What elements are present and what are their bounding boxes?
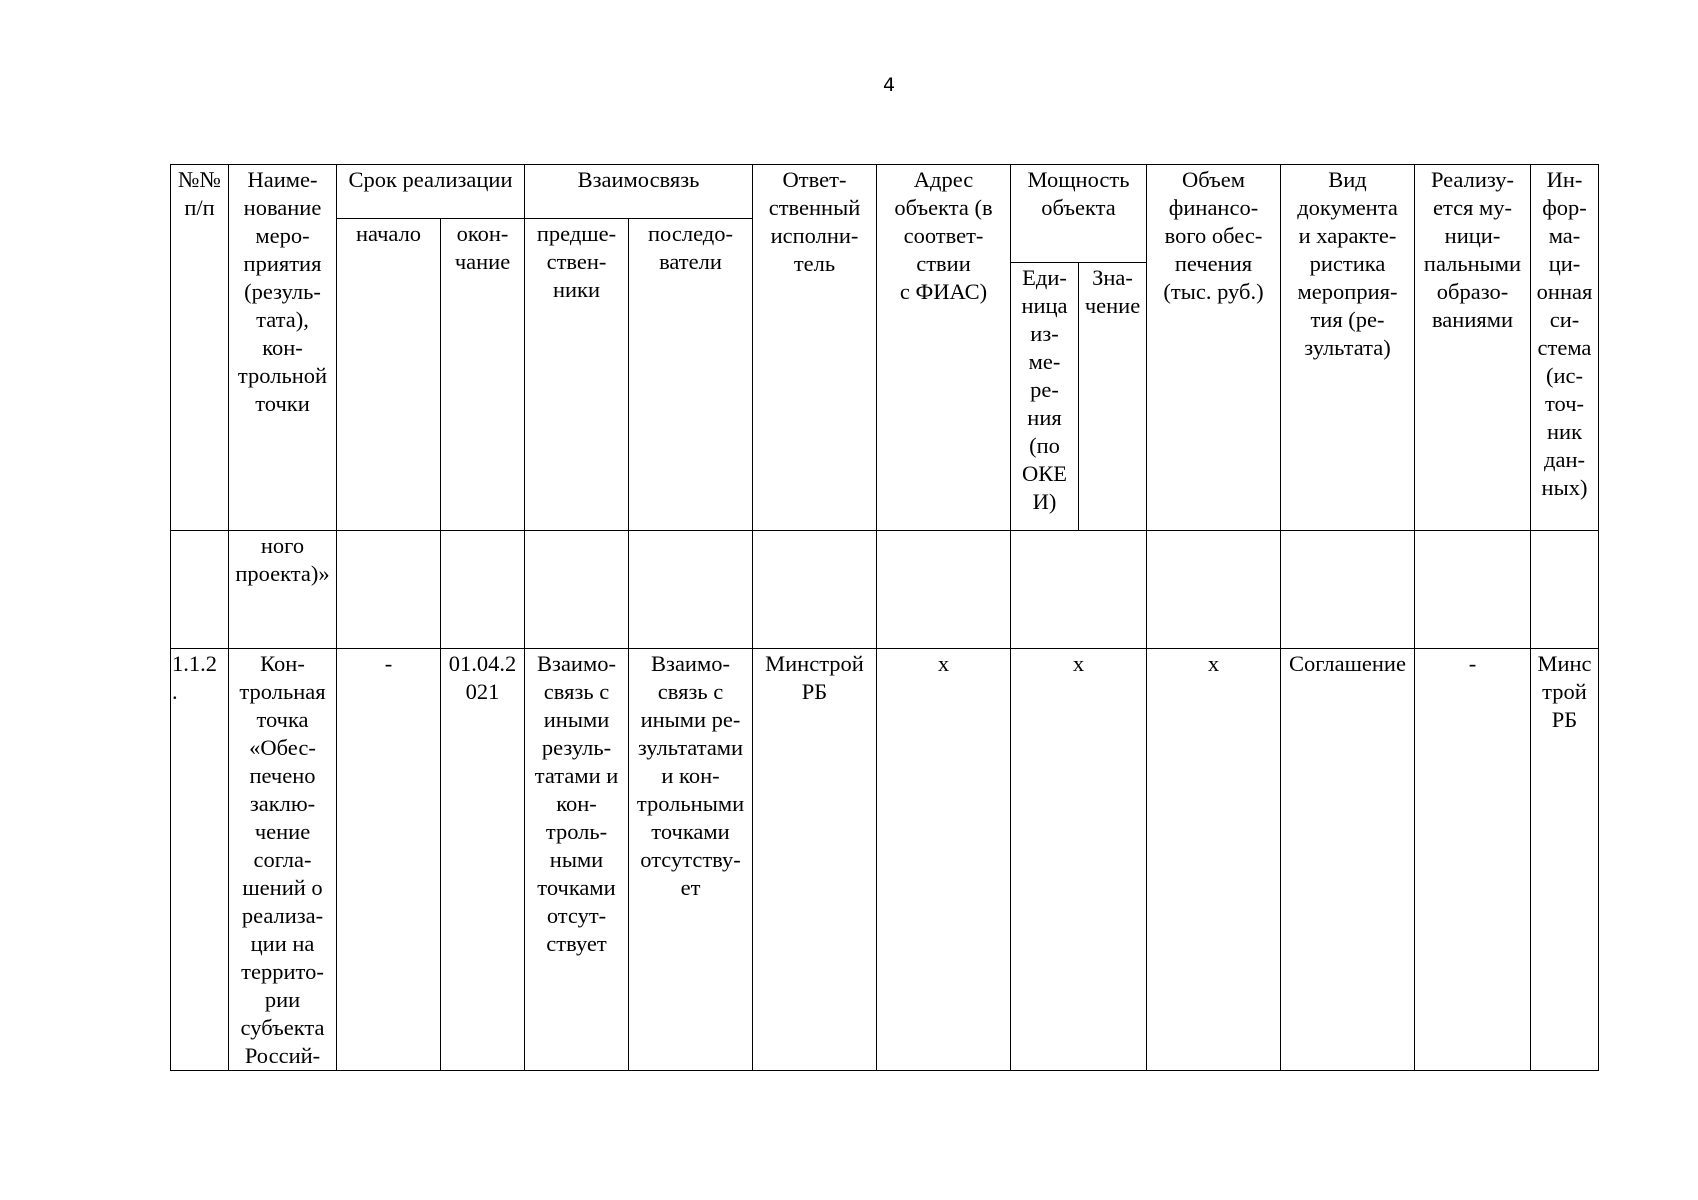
- cell-empty: [337, 531, 441, 649]
- header-capacity-unit: Еди- ница из- ме- ре- ния (по ОКЕ И): [1011, 263, 1079, 531]
- header-number: №№ п/п: [171, 165, 229, 531]
- header-row: [171, 165, 1599, 219]
- cell-municipal: -: [1415, 649, 1531, 1071]
- header-link-next: последо- ватели: [629, 219, 753, 531]
- cell-empty: [171, 531, 229, 649]
- cell-doc-type: Соглашение: [1281, 649, 1415, 1071]
- cell-empty: [441, 531, 525, 649]
- cell-name-continuation: ного проекта)»: [229, 531, 337, 649]
- continuation-row: [171, 531, 1599, 649]
- header-term-end: окон- чание: [441, 219, 525, 531]
- header-capacity: Мощность объекта: [1011, 165, 1147, 263]
- header-info-system: Ин- фор- ма- ци- онная си- стема (ис- точ- ник дан- ных): [1531, 165, 1599, 531]
- header-term-start: начало: [337, 219, 441, 531]
- header-link-prev: предше- ствен- ники: [525, 219, 629, 531]
- events-table: [170, 164, 1599, 1071]
- header-name: Наиме- нование меро- приятия (резуль- тата), кон- трольной точки: [229, 165, 337, 531]
- header-responsible: Ответ- ственный исполни- тель: [753, 165, 877, 531]
- cell-start: -: [337, 649, 441, 1071]
- header-link: Взаимосвязь: [525, 165, 753, 219]
- cell-capacity: х: [1011, 649, 1147, 1071]
- header-address: Адрес объекта (в соответ- ствии с ФИАС): [877, 165, 1011, 531]
- cell-successors: Взаимо- связь с иными ре- зультатами и кон- трольными точками отсутству- ет: [629, 649, 753, 1071]
- header-doc-type: Вид документа и характе- ристика мероприя- тия (ре- зультата): [1281, 165, 1415, 531]
- cell-responsible: Минстрой РБ: [753, 649, 877, 1071]
- header-term: Срок реализации: [337, 165, 525, 219]
- cell-empty: [877, 531, 1011, 649]
- header-municipal: Реализу- ется му- ници- пальными образо- ваниями: [1415, 165, 1531, 531]
- cell-empty: [1531, 531, 1599, 649]
- cell-empty: [1147, 531, 1281, 649]
- cell-end: 01.04.2 021: [441, 649, 525, 1071]
- cell-empty: [753, 531, 877, 649]
- header-capacity-value: Зна- чение: [1079, 263, 1147, 531]
- cell-name: Кон- трольная точка «Обес- печено заклю- чение согла- шений о реализа- ции на террито- рии субъекта Россий-: [229, 649, 337, 1071]
- header-volume: Объем финансо- вого обес- печения (тыс. руб.): [1147, 165, 1281, 531]
- cell-address: х: [877, 649, 1011, 1071]
- cell-empty: [1415, 531, 1531, 649]
- cell-empty: [629, 531, 753, 649]
- cell-predecessors: Взаимо- связь с иными резуль- татами и кон- троль- ными точками отсут- ствует: [525, 649, 629, 1071]
- cell-empty: [525, 531, 629, 649]
- cell-number: 1.1.2 .: [171, 649, 229, 1071]
- cell-empty: [1011, 531, 1147, 649]
- cell-empty: [1281, 531, 1415, 649]
- cell-info-system: Минс трой РБ: [1531, 649, 1599, 1071]
- cell-volume: х: [1147, 649, 1281, 1071]
- page-number: 4: [882, 74, 896, 96]
- table-row: [171, 649, 1599, 1071]
